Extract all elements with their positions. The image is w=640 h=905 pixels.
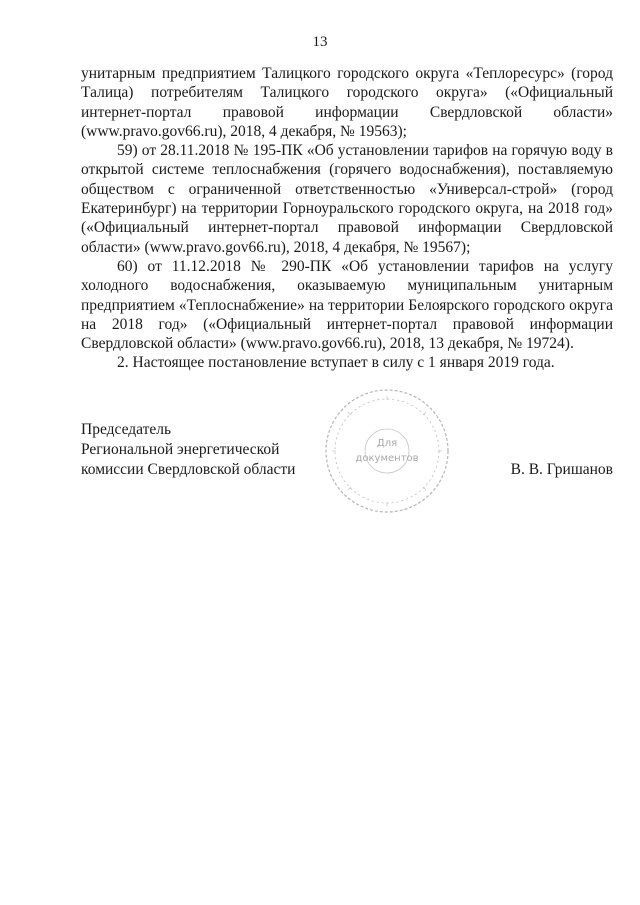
page-number: 13	[312, 34, 328, 50]
stamp-text-line2: документов	[355, 453, 419, 464]
paragraph-item-59: 59) от 28.11.2018 № 195-ПК «Об установлении тарифов на горячую воду в открытой системе теплоснабжения (горячего водоснабжения), поставляемую обществом с ограниченной ответственностью «Универсал-строй» (город Екатеринбург) на территории Горноуральского городского округа, на 2018 год» («Официальный интернет-портал правовой информации Свердловской области» (www.pravo.gov66.ru), 2018, 4 декабря, № 19567);	[81, 142, 613, 256]
signatory-title-line: Региональной энергетической	[81, 441, 280, 458]
signatory-title	[81, 420, 295, 480]
paragraph-continuation: унитарным предприятием Талицкого городского округа «Теплоресурс» (город Талица) потребителям Талицкого городского округа» («Официальный интернет-портал правовой информации Свердловской области» (www.pravo.gov66.ru), 2018, 4 декабря, № 19563);	[81, 65, 613, 140]
paragraph-item-60: 60) от 11.12.2018 № 290-ПК «Об установлении тарифов на услугу холодного водоснабжения, оказываемую муниципальным унитарным предприятием «Теплоснабжение» на территории Белоярского городского округа на 2018 год» («Официальный интернет-портал правовой информации Свердловской области» (www.pravo.gov66.ru), 2018, 13 декабря, № 19724).	[81, 257, 613, 353]
signatory-name: В. В. Гришанов	[510, 461, 613, 478]
document-body	[81, 64, 613, 373]
official-stamp	[322, 386, 452, 516]
stamp-text-line1: Для	[376, 438, 398, 449]
paragraph-effective-date: 2. Настоящее постановление вступает в силу с 1 января 2019 года.	[117, 354, 555, 372]
signatory-title-line: Председатель	[81, 421, 172, 438]
signatory-title-line: комиссии Свердловской области	[81, 461, 296, 478]
